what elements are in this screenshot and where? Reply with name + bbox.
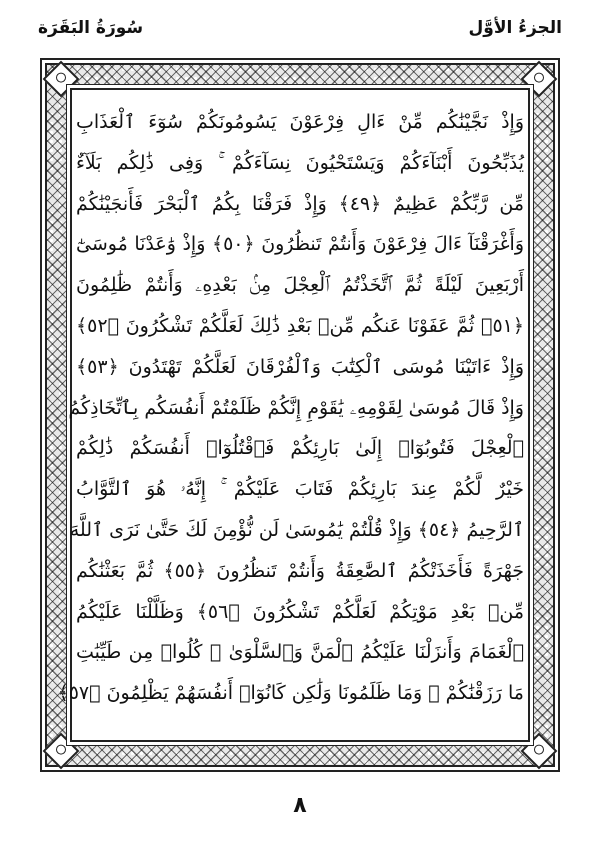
text-line-12: جَهْرَةً فَأَخَذَتْكُمُ ٱلصَّٰعِقَةُ وَأَنتُمْ تَنظُرُونَ ﴿٥٥﴾ ثُمَّ بَعَثْنَٰكُم xyxy=(76,559,524,582)
text-line-3: مِّن رَّبِّكُمْ عَظِيمٌ ﴿٤٩﴾ وَإِذْ فَرَقْنَا بِكُمُ ٱلْبَحْرَ فَأَنجَيْنَٰكُمْ xyxy=(76,192,524,215)
text-line-7: وَإِذْ ءَاتَيْنَا مُوسَى ٱلْكِتَٰبَ وَٱلْفُرْقَانَ لَعَلَّكُمْ تَهْتَدُونَ ﴿٥٣﴾ xyxy=(76,355,524,378)
text-line-10: خَيْرٌ لَّكُمْ عِندَ بَارِئِكُمْ فَتَابَ عَلَيْكُمْ ۚ إِنَّهُۥ هُوَ ٱلتَّوَّابُ xyxy=(76,478,524,501)
text-line-11: ٱلرَّحِيمُ ﴿٥٤﴾ وَإِذْ قُلْتُمْ يَٰمُوسَىٰ لَن نُّؤْمِنَ لَكَ حَتَّىٰ نَرَى ٱللَّهَ xyxy=(69,518,524,541)
text-line-4: وَأَغْرَقْنَآ ءَالَ فِرْعَوْنَ وَأَنتُمْ تَنظُرُونَ ﴿٥٠﴾ وَإِذْ وَٰعَدْنَا مُوسَىٰٓ xyxy=(76,233,524,256)
text-line-6: ﴿٥١﴾ ثُمَّ عَفَوْنَا عَنكُم مِّنۢ بَعْدِ ذَٰلِكَ لَعَلَّكُمْ تَشْكُرُونَ ﴿٥٢﴾ xyxy=(76,314,524,337)
page-number: ٨ xyxy=(293,793,307,818)
juz-title: الجزءُ الأوَّل xyxy=(468,18,562,38)
text-line-8: وَإِذْ قَالَ مُوسَىٰ لِقَوْمِهِۦ يَٰقَوْمِ إِنَّكُمْ ظَلَمْتُمْ أَنفُسَكُم بِٱتِّخَاذِكُمُ xyxy=(68,396,524,419)
text-line-13: مِّنۢ بَعْدِ مَوْتِكُمْ لَعَلَّكُمْ تَشْكُرُونَ ﴿٥٦﴾ وَظَلَّلْنَا عَلَيْكُمُ xyxy=(76,600,524,623)
surah-title: سُورَةُ البَقَرَة xyxy=(38,18,144,38)
quran-text xyxy=(57,102,524,714)
text-line-9: ٱلْعِجْلَ فَتُوبُوٓا۟ إِلَىٰ بَارِئِكُمْ فَٱقْتُلُوٓا۟ أَنفُسَكُمْ ذَٰلِكُمْ xyxy=(76,437,524,460)
ornamental-frame xyxy=(40,58,560,772)
text-line-15: مَا رَزَقْنَٰكُمْ ۖ وَمَا ظَلَمُونَا وَلَٰكِن كَانُوٓا۟ أَنفُسَهُمْ يَظْلِمُونَ ﴿٥٧﴾ xyxy=(57,682,524,705)
text-line-14: ٱلْغَمَامَ وَأَنزَلْنَا عَلَيْكُمُ ٱلْمَنَّ وَٱلسَّلْوَىٰ ۖ كُلُوا۟ مِن طَيِّبَٰتِ xyxy=(76,641,524,664)
text-line-2: يُذَبِّحُونَ أَبْنَآءَكُمْ وَيَسْتَحْيُونَ نِسَآءَكُمْ ۚ وَفِى ذَٰلِكُم بَلَآءٌ xyxy=(76,151,524,174)
text-line-5: أَرْبَعِينَ لَيْلَةً ثُمَّ ٱتَّخَذْتُمُ ٱلْعِجْلَ مِنۢ بَعْدِهِۦ وَأَنتُمْ ظَٰلِمُونَ xyxy=(76,274,524,297)
text-line-1: وَإِذْ نَجَّيْنَٰكُم مِّنْ ءَالِ فِرْعَوْنَ يَسُومُونَكُمْ سُوٓءَ ٱلْعَذَابِ xyxy=(76,111,524,133)
